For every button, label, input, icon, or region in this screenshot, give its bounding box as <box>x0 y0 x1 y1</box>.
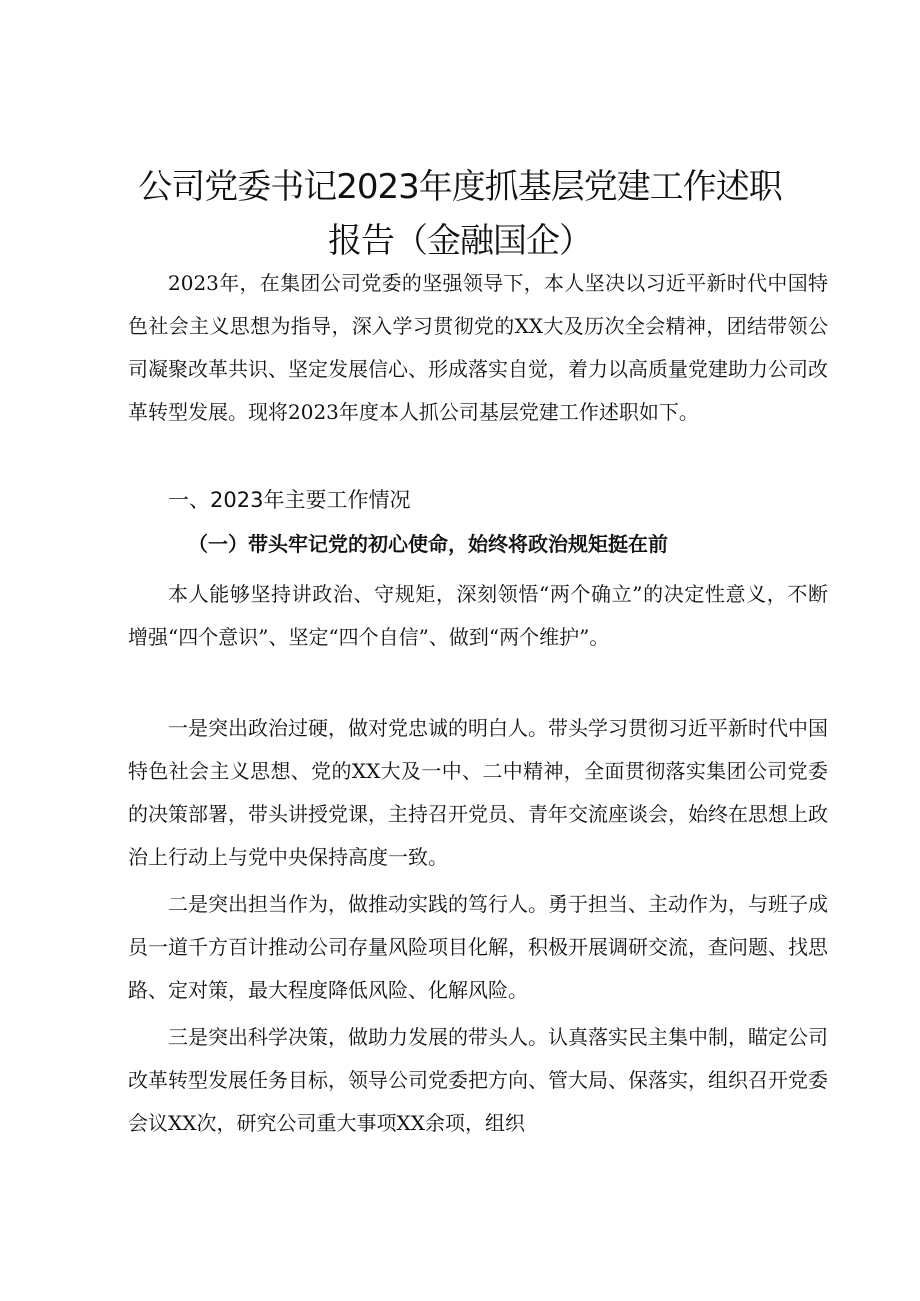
document-title-line-2: 报告（金融国企） <box>328 221 592 261</box>
body-block-2 <box>128 707 828 879</box>
intro-paragraph: 2023年，在集团公司党委的坚强领导下，本人坚决以习近平新时代中国特色社会主义思想为指导，深入学习贯彻党的XX大及历次全会精神，团结带领公司凝聚改革共识、坚定发展信心、形成落实自觉，着力以高质量党建助力公司改革转型发展。现将2023年度本人抓公司基层党建工作述职如下。 <box>128 271 828 424</box>
body-block-3 <box>128 883 828 1012</box>
body-block-1 <box>128 573 828 659</box>
document-title-line-1: 公司党委书记2023年度抓基层党建工作述职 <box>138 167 782 207</box>
intro-block <box>128 262 828 434</box>
body-block-4 <box>128 1016 828 1145</box>
body-paragraph-4: 三是突出科学决策，做助力发展的带头人。认真落实民主集中制，瞄定公司改革转型发展任务目标，领导公司党委把方向、管大局、保落实，组织召开党委会议XX次，研究公司重大事项XX余项，组织 <box>128 1025 828 1135</box>
section-heading: 一、2023年主要工作情况 <box>168 488 411 512</box>
body-paragraph-2: 一是突出政治过硬，做对党忠诚的明白人。带头学习贯彻习近平新时代中国特色社会主义思想、党的XX大及一中、二中精神，全面贯彻落实集团公司党委的决策部署，带头讲授党课，主持召开党员、青年交流座谈会，始终在思想上政治上行动上与党中央保持高度一致。 <box>128 716 828 869</box>
body-paragraph-1: 本人能够坚持讲政治、守规矩，深刻领悟“两个确立”的决定性意义，不断增强“四个意识”、坚定“四个自信”、做到“两个维护”。 <box>128 582 828 649</box>
subsection-heading: （一）带头牢记党的初心使命，始终将政治规矩挺在前 <box>188 532 668 556</box>
body-paragraph-3: 二是突出担当作为，做推动实践的笃行人。勇于担当、主动作为，与班子成员一道千方百计推动公司存量风险项目化解，积极开展调研交流，查问题、找思路、定对策，最大程度降低风险、化解风险。 <box>128 892 828 1002</box>
